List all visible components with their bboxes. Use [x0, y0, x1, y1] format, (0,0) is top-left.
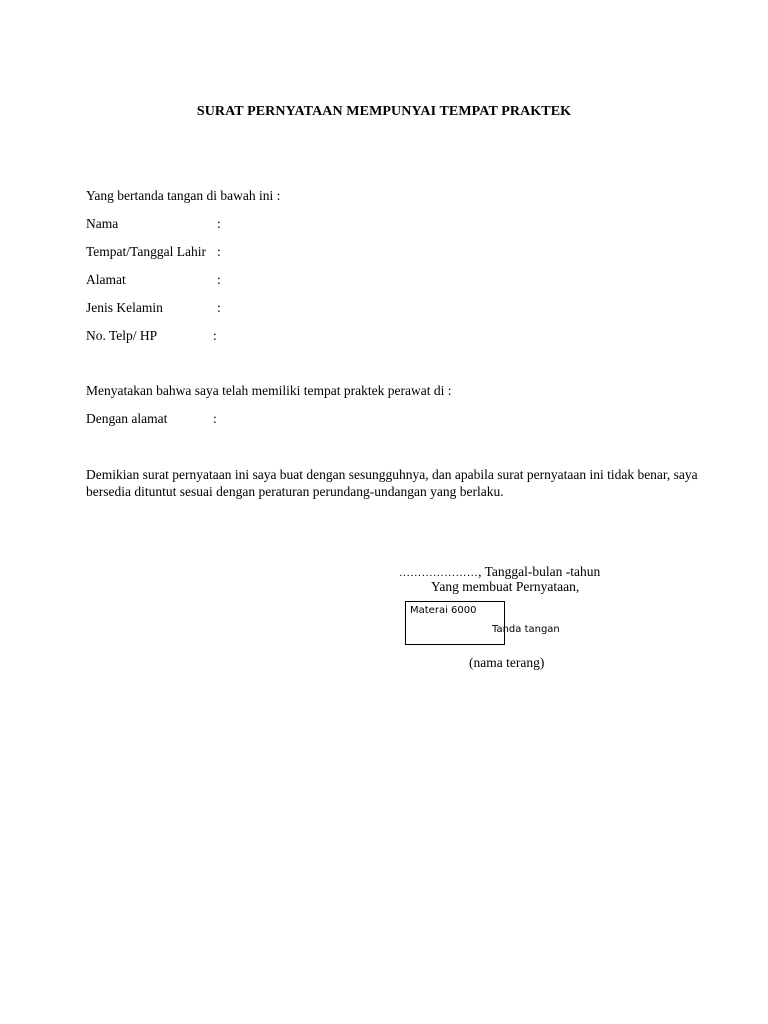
field-nama	[86, 216, 221, 232]
field-label: Nama	[86, 216, 119, 231]
signature-maker: Yang membuat Pernyataan,	[431, 579, 580, 594]
signature-date	[399, 564, 600, 580]
stamp-label: Materai 6000	[410, 605, 477, 616]
intro-text: Yang bertanda tangan di bawah ini :	[86, 188, 281, 203]
field-label: Tempat/Tanggal Lahir	[86, 244, 206, 259]
closing-paragraph: Demikian surat pernyataan ini saya buat dengan sesungguhnya, dan apabila surat pernyataan ini tidak benar, saya bersedia dituntut sesuai dengan peraturan perundang-undangan yang berlaku.	[86, 467, 698, 499]
signature-label: Tanda tangan	[492, 624, 560, 635]
field-colon: :	[217, 272, 221, 287]
date-text: , Tanggal-bulan -tahun	[478, 564, 601, 579]
place-dots: …………………	[399, 567, 479, 579]
field-colon: :	[217, 300, 221, 315]
statement-text: Menyatakan bahwa saya telah memiliki tempat praktek perawat di :	[86, 383, 452, 398]
field-colon: :	[213, 411, 217, 426]
field-alamat	[86, 272, 221, 288]
field-dengan-alamat	[86, 411, 217, 427]
field-jenis-kelamin	[86, 300, 221, 316]
field-colon: :	[213, 328, 217, 343]
signature-name: (nama terang)	[469, 655, 545, 670]
document-title: SURAT PERNYATAAN MEMPUNYAI TEMPAT PRAKTEK	[196, 104, 572, 119]
field-label: Jenis Kelamin	[86, 300, 163, 315]
field-label: No. Telp/ HP	[86, 328, 158, 343]
field-no-telp	[86, 328, 217, 344]
field-colon: :	[217, 244, 221, 259]
field-colon: :	[217, 216, 221, 231]
field-label: Dengan alamat	[86, 411, 168, 426]
field-tempat-tanggal-lahir	[86, 244, 221, 260]
field-label: Alamat	[86, 272, 126, 287]
